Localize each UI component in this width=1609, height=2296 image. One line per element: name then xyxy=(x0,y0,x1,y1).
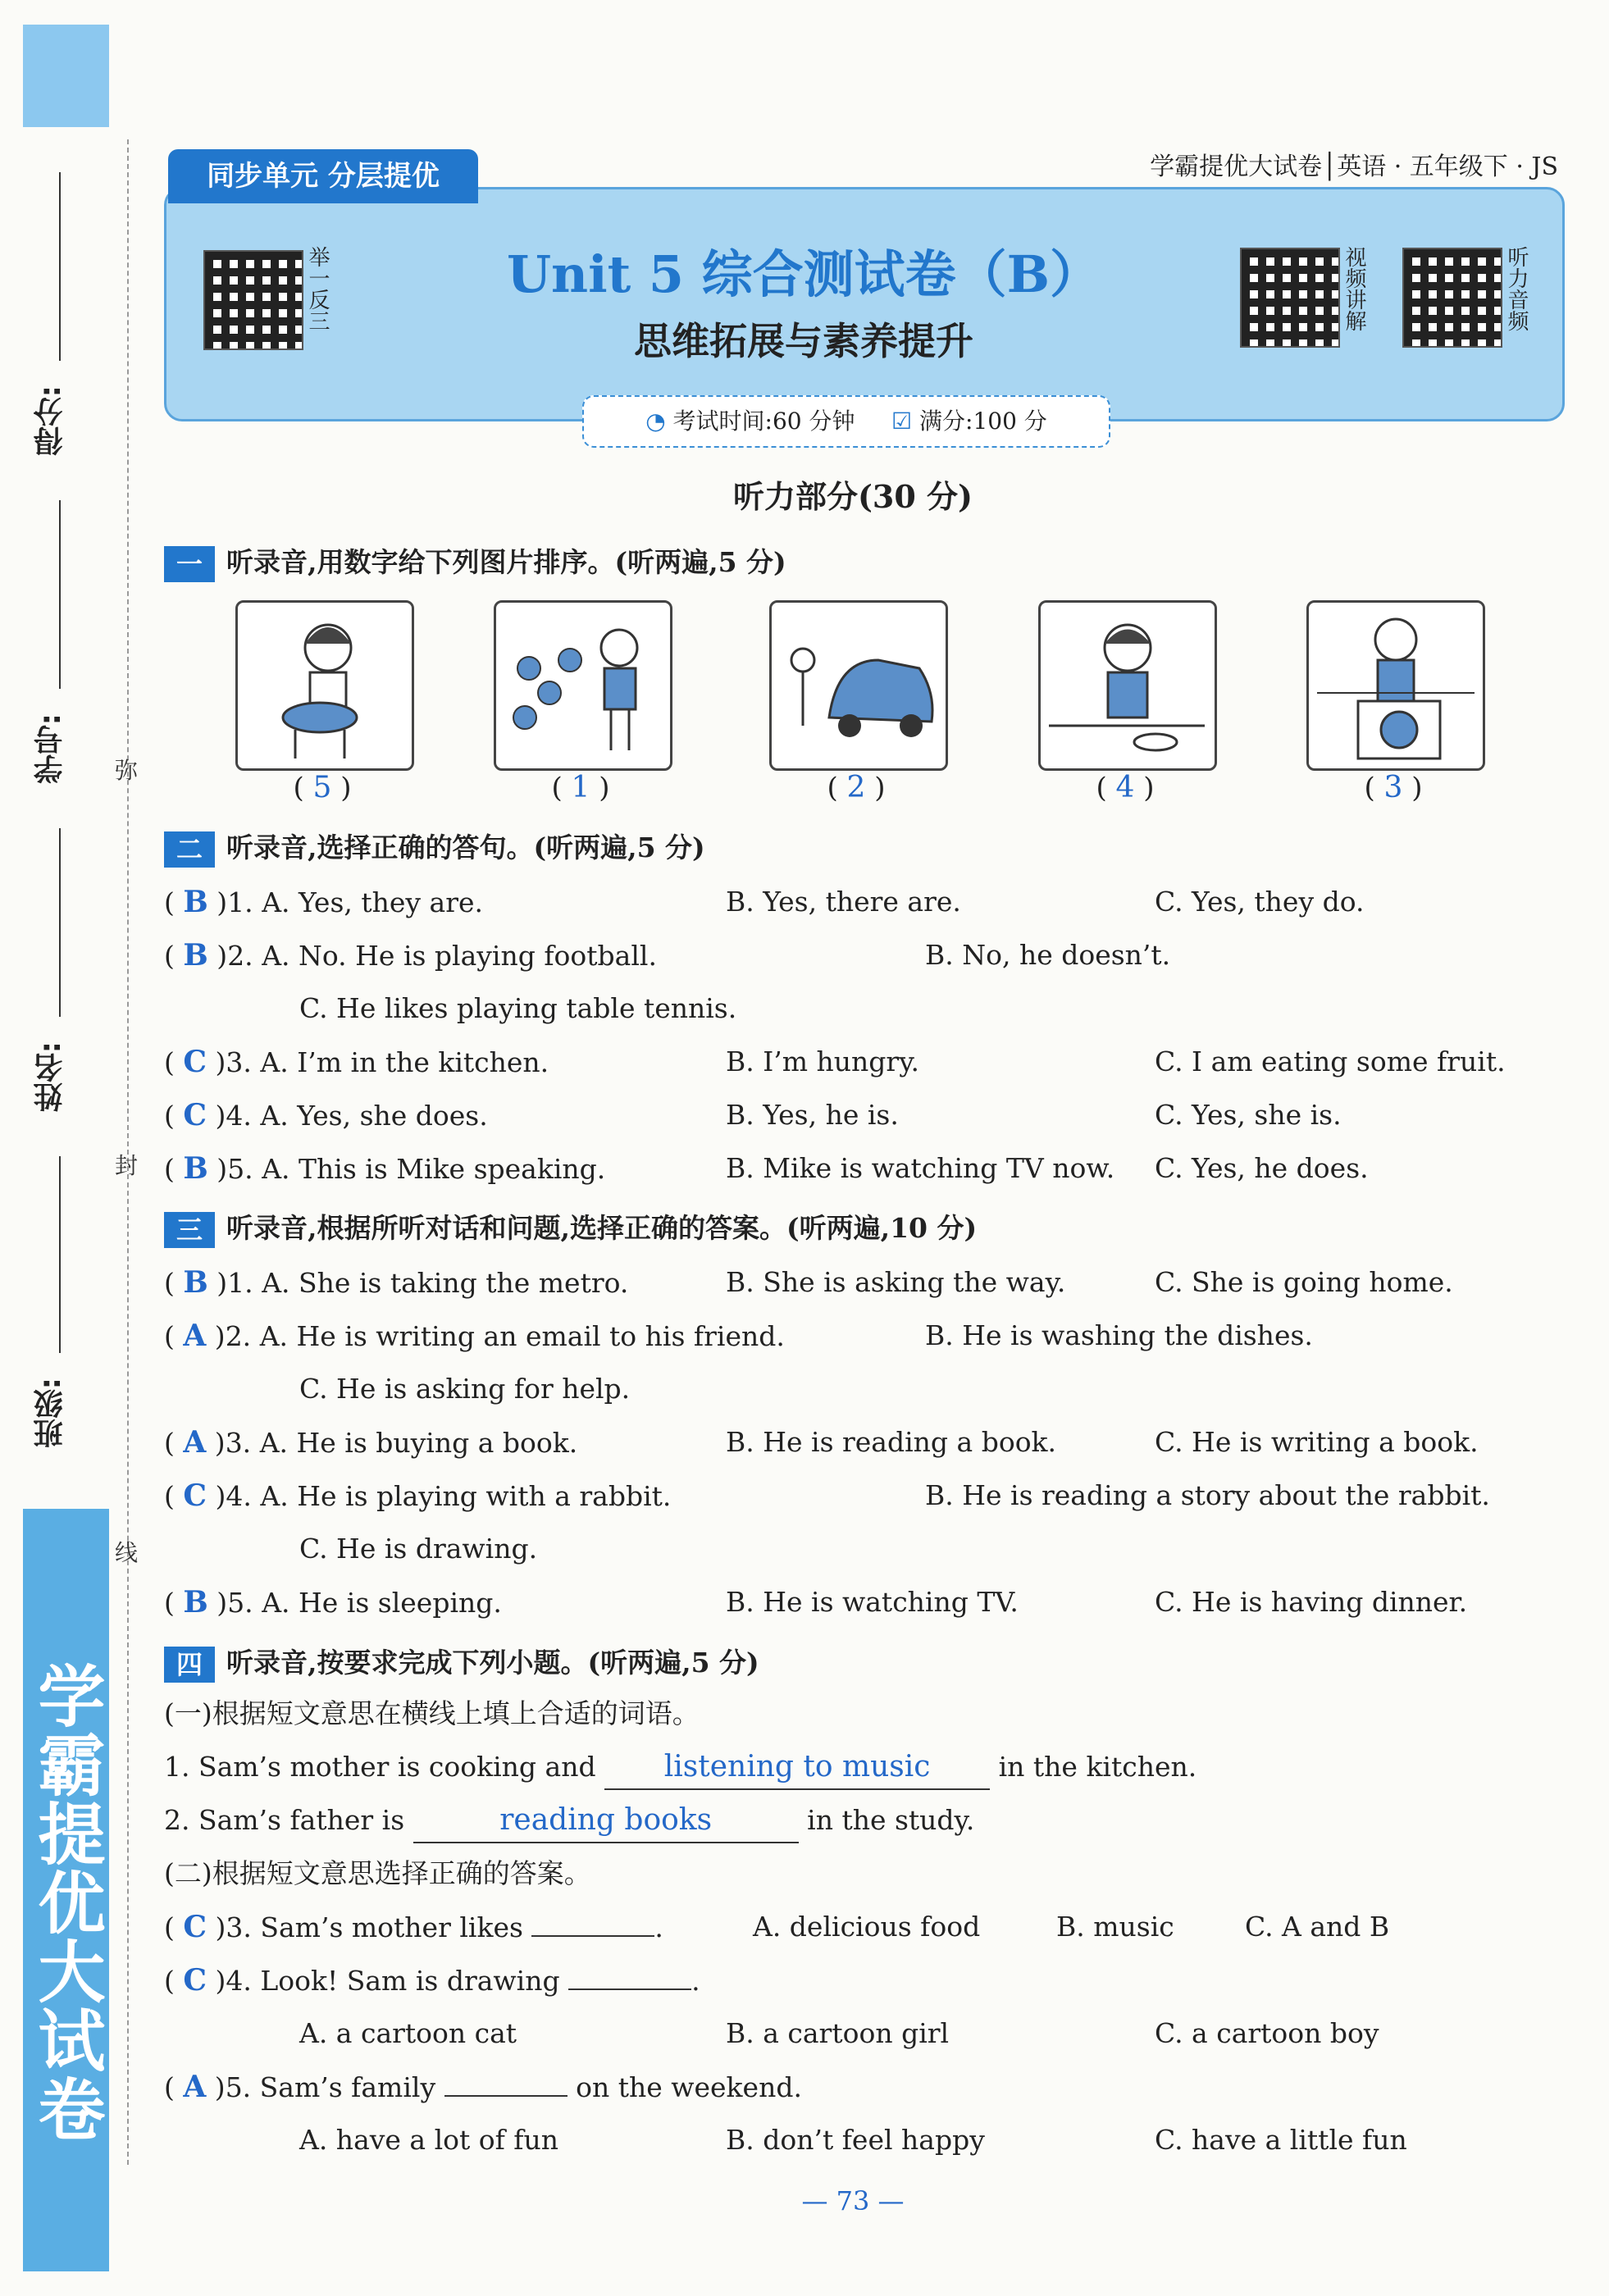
part3-number: 三 xyxy=(164,1212,215,1248)
part2-title: 听录音,选择正确的答句。(听两遍,5 分) xyxy=(226,831,705,863)
seal-char-feng: 封 xyxy=(115,1152,139,1179)
seal-char-xian: 线 xyxy=(115,1539,139,1566)
woman-cooking-icon xyxy=(1041,603,1215,768)
part2-number: 二 xyxy=(164,831,215,868)
part4-q4: ( C )4. Look! Sam is drawing . xyxy=(164,1963,700,1998)
part3-q3: ( A )3. A. He is buying a book. B. He is reading a book. C. He is writing a book. xyxy=(164,1425,1479,1460)
part3-heading xyxy=(164,1207,977,1248)
part4-number: 四 xyxy=(164,1647,215,1683)
score-line xyxy=(59,172,61,361)
qr-code-mid[interactable] xyxy=(1240,248,1340,348)
girl-watering-flowers-icon xyxy=(496,603,670,768)
check-icon: ☑ xyxy=(891,408,913,435)
part4-fill1: 1. Sam’s mother is cooking and listening to music in the kitchen. xyxy=(164,1742,1558,1792)
part2-heading xyxy=(164,827,705,868)
unit-title: Unit 5 综合测试卷（B） xyxy=(506,244,1101,304)
part4-sub2: (二)根据短文意思选择正确的答案。 xyxy=(164,1857,591,1889)
part4-q5-options: A. have a lot of fun B. don’t feel happy C. have a little fun xyxy=(299,2124,1407,2156)
id-line xyxy=(59,500,61,689)
part3-q2-c: C. He is asking for help. xyxy=(299,1373,631,1405)
part4-fill2: 2. Sam’s father is reading books in the study. xyxy=(164,1796,1558,1845)
qr-right-caption: 听力音频 xyxy=(1504,246,1529,331)
picture-5 xyxy=(1306,600,1485,771)
qr-mid-caption: 视频讲解 xyxy=(1342,246,1366,331)
seal-char-mi: 弥 xyxy=(115,757,139,784)
exam-meta xyxy=(582,395,1110,448)
fill1-answer[interactable]: listening to music xyxy=(663,1750,931,1784)
part3-q5: ( B )5. A. He is sleeping. B. He is watching TV. C. He is having dinner. xyxy=(164,1585,1468,1620)
qr-left-caption: 举一反三 xyxy=(305,246,330,331)
exam-score: 满分:100 分 xyxy=(919,408,1047,435)
clock-icon: ◔ xyxy=(645,408,666,435)
part2-q4: ( C )4. A. Yes, she does. B. Yes, he is. C. Yes, she is. xyxy=(164,1098,1342,1132)
part4-q3: ( C )3. Sam’s mother likes . A. delicious food B. music C. A and B xyxy=(164,1910,1390,1944)
part2-q2-c: C. He likes playing table tennis. xyxy=(299,992,737,1024)
part4-title: 听录音,按要求完成下列小题。(听两遍,5 分) xyxy=(226,1647,759,1679)
score-label: 得分: xyxy=(34,385,67,457)
series-line: 学霸提优大试卷│英语 · 五年级下 · JS xyxy=(1150,153,1558,181)
part3-q4-c: C. He is drawing. xyxy=(299,1533,538,1565)
picture-5-answer: ( 3 ) xyxy=(1364,771,1423,804)
part3-title: 听录音,根据所听对话和问题,选择正确的答案。(听两遍,10 分) xyxy=(226,1212,978,1244)
name-line xyxy=(59,828,61,1017)
part2-q3: ( C )3. A. I’m in the kitchen. B. I’m hungry. C. I am eating some fruit. xyxy=(164,1045,1506,1079)
picture-2 xyxy=(494,600,672,771)
header-tag: 同步单元 分层提优 xyxy=(168,149,478,203)
part3-q4: ( C )4. A. He is playing with a rabbit. B. He is reading a story about the rabbit. xyxy=(164,1478,1490,1513)
girl-washing-clothes-icon xyxy=(238,603,412,768)
part1-number: 一 xyxy=(164,546,215,582)
part1-heading xyxy=(164,541,786,582)
fill2-answer[interactable]: reading books xyxy=(499,1803,713,1837)
id-label: 学号: xyxy=(34,713,67,785)
part2-q1: ( B )1. A. Yes, they are. B. Yes, there are. C. Yes, they do. xyxy=(164,885,1365,919)
part4-heading xyxy=(164,1642,759,1683)
page-number: — 73 — xyxy=(801,2185,905,2216)
class-line xyxy=(59,1156,61,1353)
exam-time: 考试时间:60 分钟 xyxy=(672,408,855,435)
qr-code-right[interactable] xyxy=(1402,248,1502,348)
class-label: 班级: xyxy=(34,1378,67,1449)
part4-q4-options: A. a cartoon cat B. a cartoon girl C. a cartoon boy xyxy=(299,2017,1379,2049)
left-strip-top xyxy=(23,25,109,127)
picture-2-answer: ( 1 ) xyxy=(551,771,610,804)
unit-subtitle: 思维拓展与素养提升 xyxy=(634,319,973,363)
brand-vertical: 学霸提优大试卷 xyxy=(27,1661,105,2143)
section-heading: 听力部分(30 分) xyxy=(732,478,973,515)
part4-sub1: (一)根据短文意思在横线上填上合适的词语。 xyxy=(164,1697,700,1729)
part3-q2: ( A )2. A. He is writing an email to his friend. B. He is washing the dishes. xyxy=(164,1319,1313,1353)
picture-4-answer: ( 4 ) xyxy=(1096,771,1155,804)
part4-q5: ( A )5. Sam’s family on the weekend. xyxy=(164,2070,802,2104)
part1-title: 听录音,用数字给下列图片排序。(听两遍,5 分) xyxy=(226,546,786,578)
part2-q2: ( B )2. A. No. He is playing football. B. No, he doesn’t. xyxy=(164,938,1171,973)
picture-1 xyxy=(235,600,414,771)
boy-washing-car-icon xyxy=(772,603,946,768)
qr-code-left[interactable] xyxy=(203,250,303,350)
picture-3-answer: ( 2 ) xyxy=(827,771,886,804)
part3-q1: ( B )1. A. She is taking the metro. B. She is asking the way. C. She is going home. xyxy=(164,1265,1453,1300)
part2-q5: ( B )5. A. This is Mike speaking. B. Mike is watching TV now. C. Yes, he does. xyxy=(164,1151,1369,1186)
picture-4 xyxy=(1038,600,1217,771)
name-label: 姓名: xyxy=(34,1041,67,1113)
picture-3 xyxy=(769,600,948,771)
picture-1-answer: ( 5 ) xyxy=(293,771,352,804)
girl-washing-dishes-icon xyxy=(1309,603,1483,768)
